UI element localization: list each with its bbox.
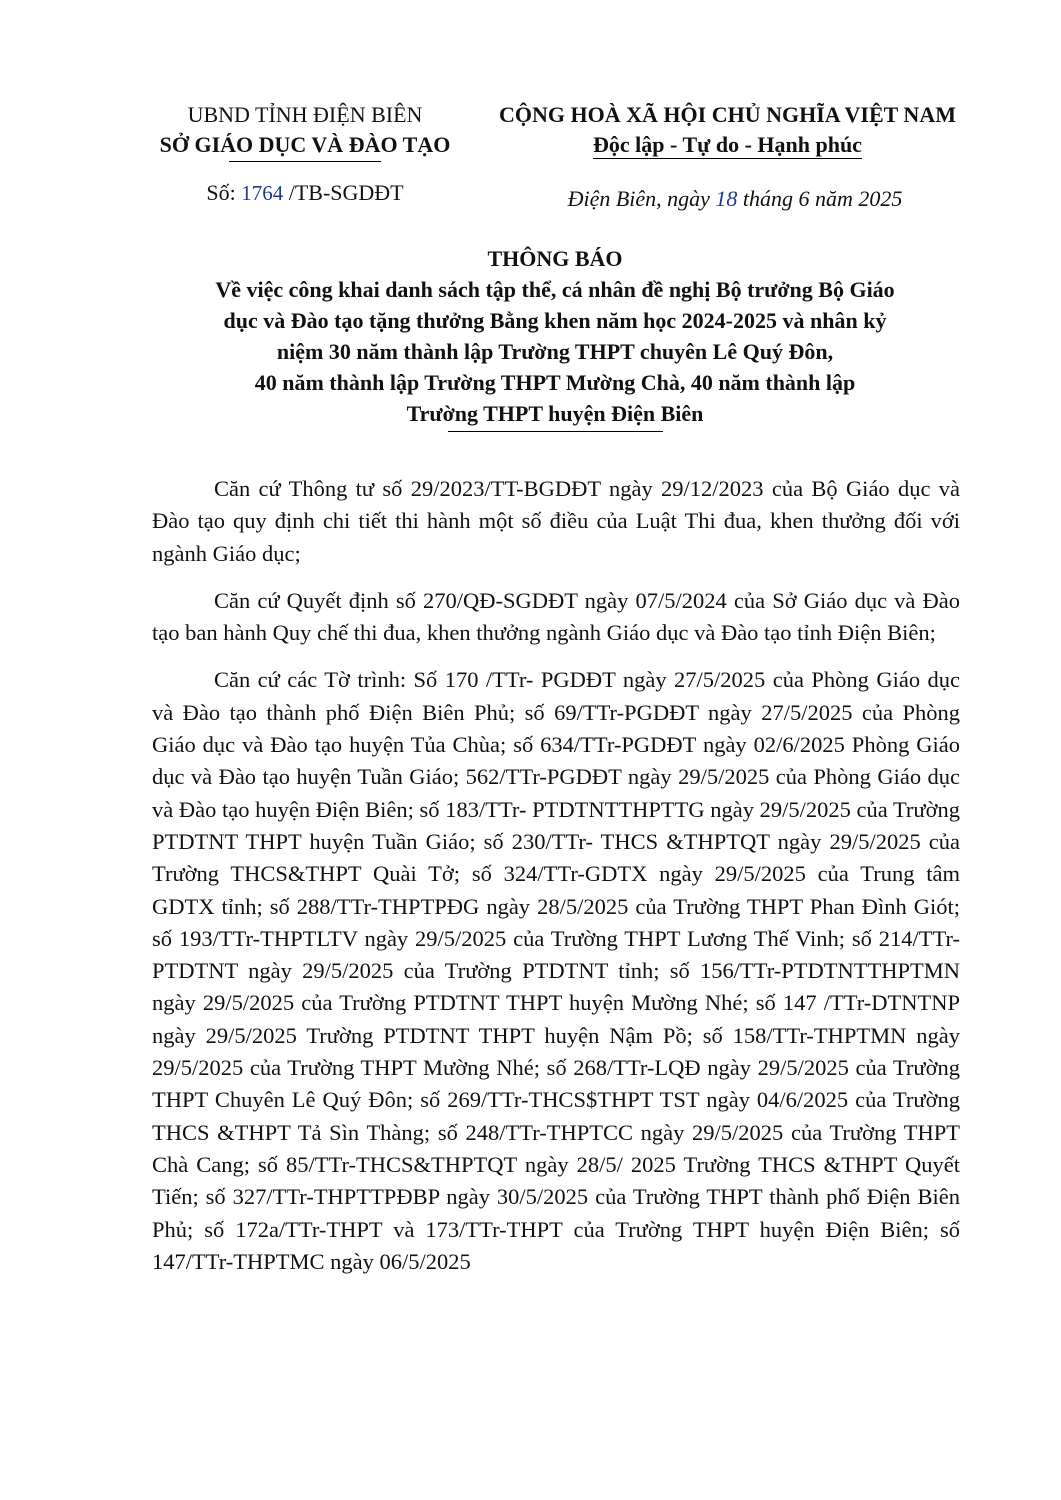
document-heading: THÔNG BÁO — [487, 246, 623, 271]
document-number-value: 1764 — [241, 181, 284, 205]
subject-line: Về việc công khai danh sách tập thể, cá nhân đề nghị Bộ trưởng Bộ Giáo — [215, 277, 895, 302]
authority-parent: UBND TỈNH ĐIỆN BIÊN — [187, 102, 423, 127]
country-name: CỘNG HOÀ XÃ HỘI CHỦ NGHĨA VIỆT NAM — [499, 102, 956, 127]
authority-name: SỞ GIÁO DỤC VÀ ĐÀO TẠO — [159, 132, 451, 157]
date-day: 18 — [715, 186, 738, 211]
document-body — [152, 473, 960, 1293]
body-paragraph: Căn cứ các Tờ trình: Số 170 /TTr- PGDĐT ngày 27/5/2025 của Phòng Giáo dục và Đào tạo thành phố Điện Biên Phủ; số 69/TTr-PGDĐT ngày 27/5/2025 của Phòng Giáo dục và Đào tạo huyện Tủa Chùa; số 634/TTr-PGDĐT ngày 02/6/2025 Phòng Giáo dục và Đào tạo huyện Tuần Giáo; 562/TTr-PGDĐT ngày 29/5/2025 của Phòng Giáo dục và Đào tạo huyện Điện Biên; số 183/TTr- PTDTNTTHPTTG ngày 29/5/2025 của Trường PTDTNT THPT huyện Tuần Giáo; số 230/TTr- THCS &THPTQT ngày 29/5/2025 của Trường THCS&THPT Quài Tở; số 324/TTr-GDTX ngày 29/5/2025 của Trung tâm GDTX tỉnh; số 288/TTr-THPTPĐG ngày 28/5/2025 của Trường THPT Phan Đình Giót; số 193/TTr-THPTLTV ngày 29/5/2025 của Trường THPT Lương Thế Vinh; số 214/TTr-PTDTNT ngày 29/5/2025 của Trường PTDTNT tỉnh; số 156/TTr-PTDTNTTHPTMN ngày 29/5/2025 của Trường PTDTNT THPT huyện Mường Nhé; số 147 /TTr-DTNTNP ngày 29/5/2025 Trường PTDTNT THPT huyện Nậm Pồ; số 158/TTr-THPTMN ngày 29/5/2025 của Trường THPT Mường Nhé; số 268/TTr-LQĐ ngày 29/5/2025 của Trường THPT Chuyên Lê Quý Đôn; số 269/TTr-THCS$THPT TST ngày 04/6/2025 của Trường THCS &THPT Tả Sìn Thàng; số 248/TTr-THPTCC ngày 29/5/2025 của Trường THPT Chà Cang; số 85/TTr-THCS&THPTQT ngày 28/5/ 2025 Trường THCS &THPT Quyết Tiến; số 327/TTr-THPTTPĐBP ngày 30/5/2025 của Trường THPT thành phố Điện Biên Phủ; số 172a/TTr-THPT và 173/TTr-THPT của Trường THPT huyện Điện Biên; số 147/TTr-THPTMC ngày 06/5/2025 — [152, 667, 960, 1274]
national-motto — [470, 100, 985, 160]
body-paragraph: Căn cứ Thông tư số 29/2023/TT-BGDĐT ngày 29/12/2023 của Bộ Giáo dục và Đào tạo quy định chi tiết thi hành một số điều của Luật Thi đua, khen thưởng đối với ngành Giáo dục; — [152, 476, 960, 566]
body-paragraph: Căn cứ Quyết định số 270/QĐ-SGDĐT ngày 07/5/2024 của Sở Giáo dục và Đào tạo ban hành Quy chế thi đua, khen thưởng ngành Giáo dục và Đào tạo tỉnh Điện Biên; — [152, 587, 960, 646]
document-number — [130, 178, 480, 208]
motto-text: Độc lập - Tự do - Hạnh phúc — [593, 132, 862, 157]
subject-line: dục và Đào tạo tặng thưởng Bằng khen năm học 2024-2025 và nhân kỷ — [223, 308, 887, 333]
document-number-suffix: /TB-SGDĐT — [288, 180, 404, 205]
date-suffix: tháng 6 năm 2025 — [742, 186, 903, 211]
document-title — [130, 243, 980, 432]
subject-line: niệm 30 năm thành lập Trường THPT chuyên Lê Quý Đôn, — [276, 339, 834, 364]
date-prefix: Điện Biên, ngày — [567, 186, 710, 211]
issue-date — [470, 184, 1000, 214]
motto-line — [470, 130, 985, 160]
issuing-authority — [130, 100, 480, 208]
authority-underline — [229, 161, 381, 162]
document-number-prefix: Số: — [206, 180, 236, 205]
subject-line: Trường THPT huyện Điện Biên — [406, 401, 704, 426]
title-underline — [448, 431, 663, 432]
subject-line: 40 năm thành lập Trường THPT Mường Chà, 40 năm thành lập — [254, 370, 856, 395]
